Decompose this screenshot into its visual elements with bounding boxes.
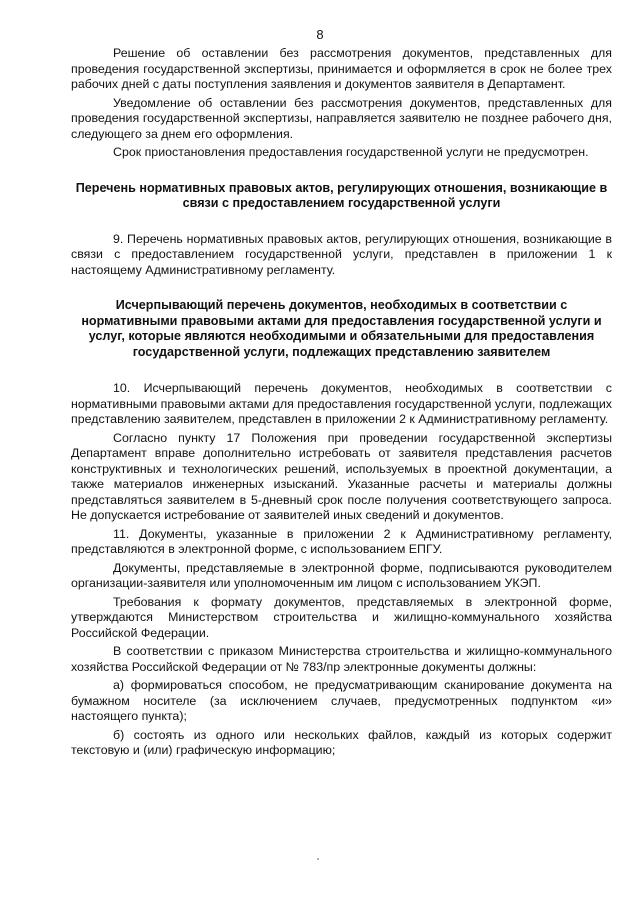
- list-item-a: а) формироваться способом, не предусматривающим сканирование документа на бумажном носителе (за исключением случаев, предусмотренных подпунктом «и» настоящего пункта);: [71, 678, 612, 723]
- list-item-b: б) состоять из одного или нескольких файлов, каждый из которых содержит текстовую и (или) графическую информацию;: [71, 727, 612, 757]
- paragraph-signature: Документы, представляемые в электронной форме, подписываются руководителем организации-заявителя или уполномоченным им лицом с использованием УКЭП.: [71, 560, 612, 590]
- scan-speck: [317, 858, 319, 860]
- paragraph-format-requirements: Требования к формату документов, представляемых в электронной форме, утверждаются Министерством строительства и жилищно-коммунального хозяйства Российской Федерации.: [71, 594, 612, 640]
- paragraph-rejection-notice: Уведомление об оставлении без рассмотрения документов, представленных для проведения государственной экспертизы, направляется заявителю не позднее рабочего дня, следующего за днем его оформления.: [71, 95, 612, 141]
- paragraph-9: 9. Перечень нормативных правовых актов, регулирующих отношения, возникающие в связи с предоставлением государственной услуги, представлен в приложении 1 к настоящему Административному регламенту.: [71, 231, 612, 277]
- paragraph-10: 10. Исчерпывающий перечень документов, необходимых в соответствии с нормативными правовыми актами для предоставления государственной услуги, подлежащих представлению заявителем, представлен в приложении 2 к Административному регламенту.: [71, 381, 612, 426]
- paragraph-ministry-order: В соответствии с приказом Министерства строительства и жилищно-коммунального хозяйства Российской Федерации от № 783/пр электронные документы должны:: [71, 644, 612, 674]
- paragraph-suspension-term: Срок приостановления предоставления государственной услуги не предусмотрен.: [113, 145, 589, 159]
- document-body: [71, 46, 612, 759]
- paragraph-rejection-decision: Решение об оставлении без рассмотрения документов, представленных для проведения государственной экспертизы, принимается и оформляется в срок не более трех рабочих дней с даты поступления заявления и документов заявителя в Департамент.: [71, 46, 612, 91]
- paragraph-additional-requests: Согласно пункту 17 Положения при проведении государственной экспертизы Департамент вправе дополнительно истребовать от заявителя представления расчетов конструктивных и технологических решений, используемых в проектной документации, а также материалов инженерных изысканий. Указанные расчеты и материалы должны представляться заявителем в 5-дневный срок после получения соответствующего запроса. Не допускается истребование от заявителей иных сведений и документов.: [71, 430, 612, 522]
- section-heading-legal-acts: Перечень нормативных правовых актов, регулирующих отношения, возникающие в связи с предоставлением государственной услуги: [75, 180, 608, 210]
- paragraph-11: 11. Документы, указанные в приложении 2 к Административному регламенту, представляются в электронной форме, с использованием ЕПГУ.: [71, 526, 612, 556]
- section-heading-document-list: Исчерпывающий перечень документов, необходимых в соответствии с нормативными правовыми актами для предоставления государственной услуги и услуг, которые являются необходимыми и обязательными для предоставления государственной услуги, подлежащих представлению заявителем: [81, 298, 602, 359]
- page-number: 8: [316, 27, 324, 42]
